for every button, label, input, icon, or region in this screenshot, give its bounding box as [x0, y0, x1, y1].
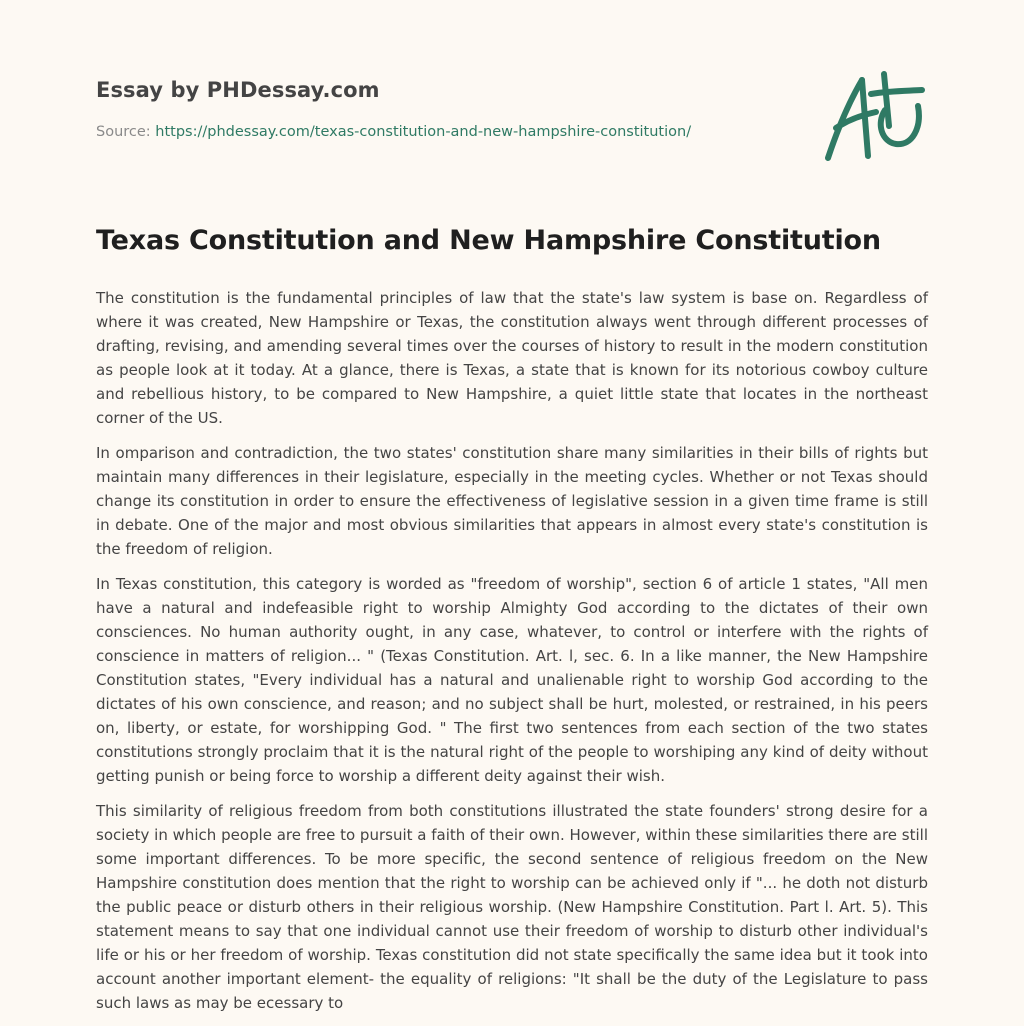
paragraph: The constitution is the fundamental principles of law that the state's law system is base on. Regardless of where it was created, New Hampshire or Texas, the constitution always went through different processes of drafting, revising, and amending several times over the courses of history to result in the modern constitution as people look at it today. At a glance, there is Texas, a state that is known for its notorious cowboy culture and rebellious history, to be compared to New Hampshire, a quiet little state that locates in the northeast corner of the US.: [96, 289, 928, 427]
source-label: Source:: [96, 124, 156, 140]
paragraph: In omparison and contradiction, the two states' constitution share many similarities in their bills of rights but maintain many differences in their legislature, especially in the meeting cycles. Whether or not Texas should change its constitution in order to ensure the effectiveness of legislative session in a given time frame is still in debate. One of the major and most obvious similarities that appears in almost every state's constitution is the freedom of religion.: [96, 444, 928, 558]
source-link[interactable]: https://phdessay.com/texas-constitution-and-new-hampshire-constitution/: [155, 124, 692, 140]
essay-title: Texas Constitution and New Hampshire Constitution: [96, 225, 881, 256]
a-plus-logo-icon: [818, 64, 930, 168]
essay-body: [96, 286, 928, 1026]
paragraph: This similarity of religious freedom from both constitutions illustrated the state founders' strong desire for a society in which people are free to pursuit a faith of their own. However, within these similarities there are still some important differences. To be more specific, the second sentence of religious freedom on the New Hampshire constitution does mention that the right to worship can be achieved only if "... he doth not disturb the public peace or disturb others in their religious worship. (New Hampshire Constitution. Part l. Art. 5). This statement means to say that one individual cannot use their freedom of worship to disturb other individual's life or his or her freedom of worship. Texas constitution did not state specifically the same idea but it took into account another important element- the equality of religions: "It shall be the duty of the Legislature to pass such laws as may be ecessary to: [96, 802, 928, 1012]
paragraph: In Texas constitution, this category is worded as "freedom of worship", section 6 of article 1 states, "All men have a natural and indefeasible right to worship Almighty God according to the dictates of their own consciences. No human authority ought, in any case, whatever, to control or interfere with the rights of conscience in matters of religion... " (Texas Constitution. Art. l, sec. 6. In a like manner, the New Hampshire Constitution states, "Every individual has a natural and unalienable right to worship God according to the dictates of his own conscience, and reason; and no subject shall be hurt, molested, or restrained, in his peers on, liberty, or estate, for worshipping God. " The first two sentences from each section of the two states constitutions strongly proclaim that it is the natural right of the people to worshiping any kind of deity without getting punish or being force to worship a different deity against their wish.: [96, 575, 928, 785]
site-brand: Essay by PHDessay.com: [96, 78, 380, 102]
source-line: [96, 124, 691, 140]
